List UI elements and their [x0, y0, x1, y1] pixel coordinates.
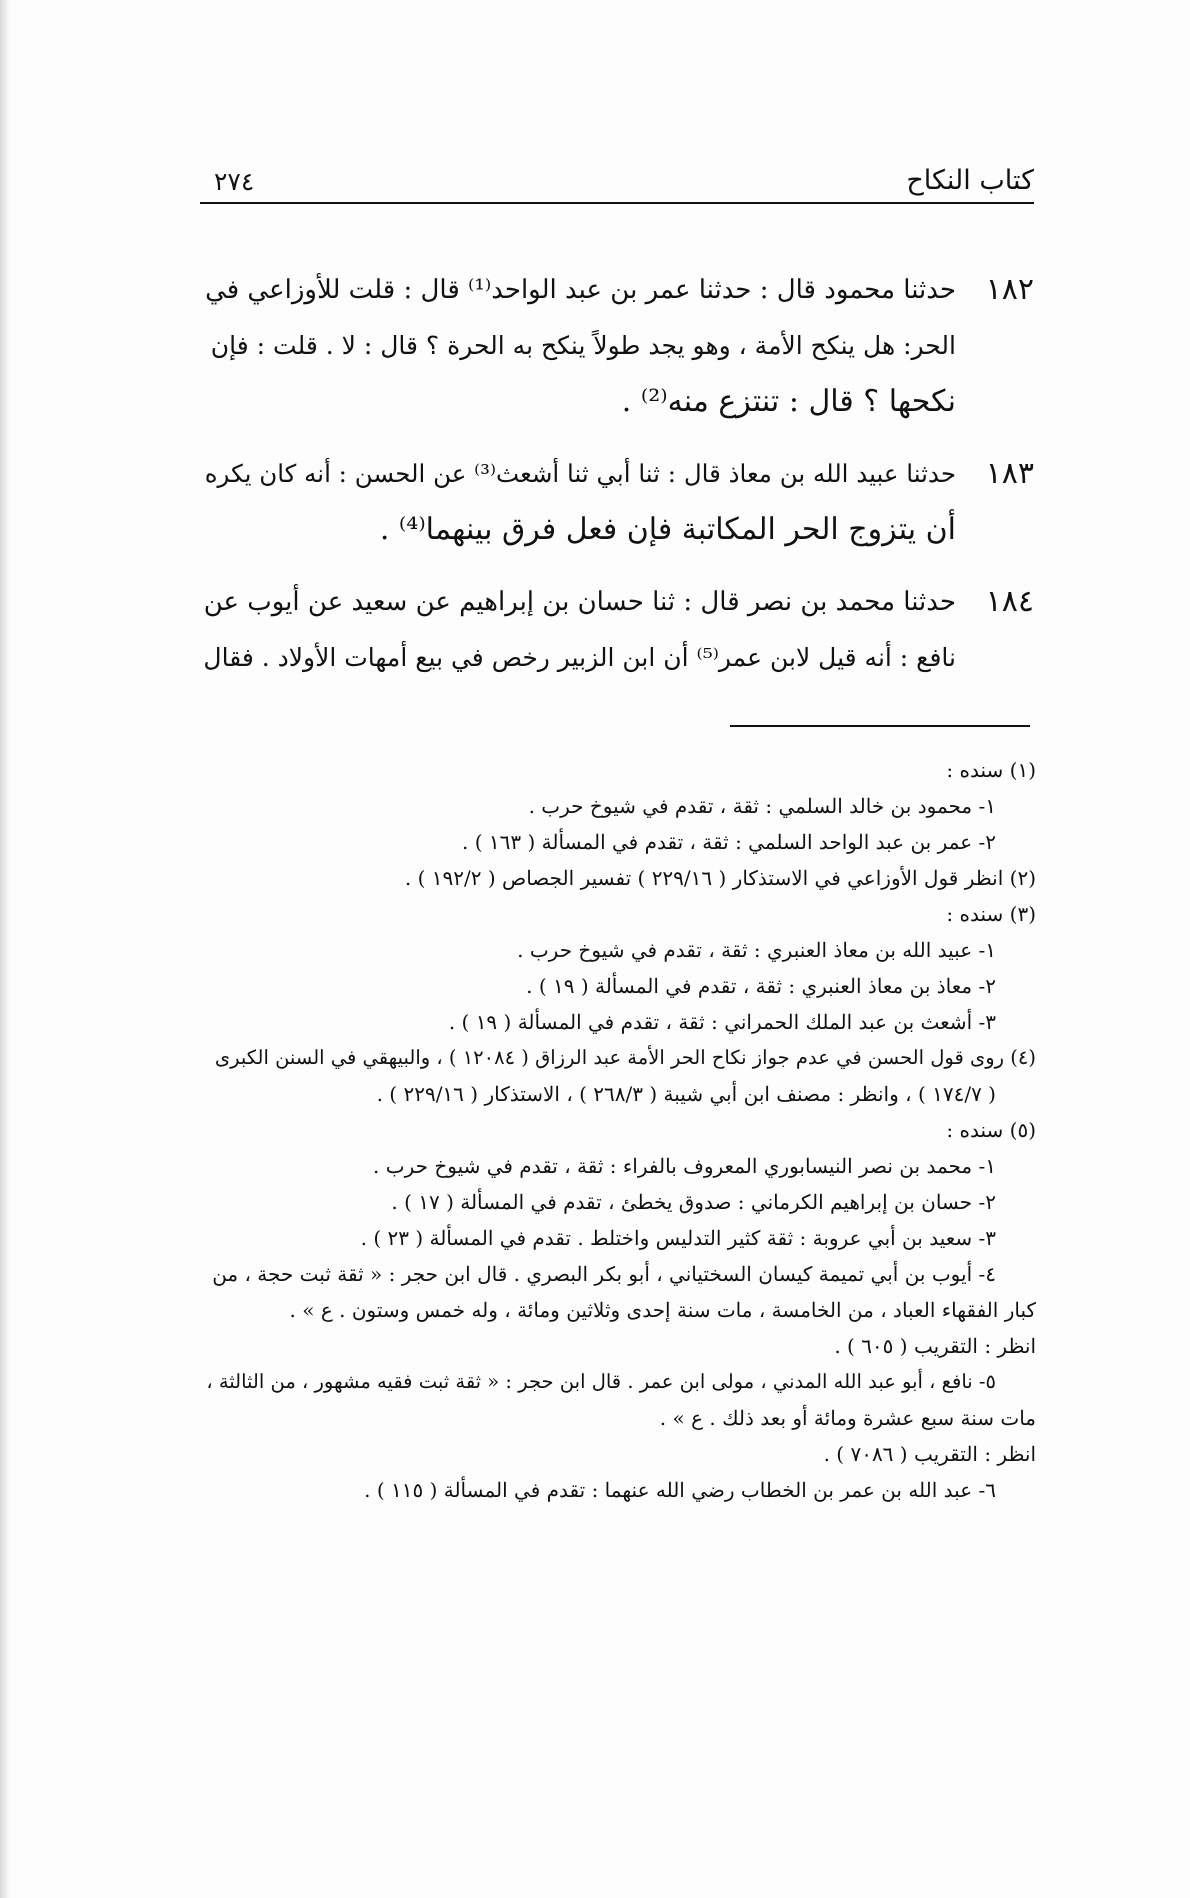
- footnote-line: ( ١٧٤/٧ ) ، وانظر : مصنف ابن أبي شيبة ( ٢٦٨/٣ ) ، الاستذكار ( ٢٢٩/١٦ ) .: [376, 1082, 996, 1106]
- footnote-line: ٣- أشعث بن عبد الملك الحمراني : ثقة ، تقدم في المسألة ( ١٩ ) .: [448, 1010, 996, 1034]
- footnote-line: ١- عبيد الله بن معاذ العنبري : ثقة ، تقدم في شيوخ حرب .: [517, 938, 996, 962]
- scan-edge-shadow: [0, 0, 10, 1898]
- entry-number: ١٨٤: [985, 584, 1034, 619]
- entry-line: حدثنا عبيد الله بن معاذ قال : ثنا أبي ثنا أشعث⁽³⁾ عن الحسن : أنه كان يكره: [204, 459, 956, 488]
- footnotes: [196, 752, 1036, 1508]
- entry-line: أن يتزوج الحر المكاتبة فإن فعل فرق بينهما⁽⁴⁾ .: [379, 512, 956, 547]
- footnote-separator: [730, 725, 1030, 727]
- footnote-line: ٣- سعيد بن أبي عروبة : ثقة كثير التدليس واختلط . تقدم في المسألة ( ٢٣ ) .: [360, 1226, 996, 1250]
- entry-184: [200, 574, 1034, 686]
- footnote-line: (١) سنده :: [946, 758, 1036, 782]
- footnote-line: انظر : التقريب ( ٧٠٨٦ ) .: [823, 1442, 1036, 1466]
- entry-number: ١٨٢: [985, 272, 1034, 307]
- main-text: [200, 262, 1034, 702]
- footnote-line: ٢- عمر بن عبد الواحد السلمي : ثقة ، تقدم في المسألة ( ١٦٣ ) .: [462, 830, 996, 854]
- footnote-line: ١- محمود بن خالد السلمي : ثقة ، تقدم في شيوخ حرب .: [528, 794, 996, 818]
- footnote-line: (٤) روى قول الحسن في عدم جواز نكاح الحر الأمة عبد الرزاق ( ١٢٠٨٤ ) ، والبيهقي في السنن الكبرى: [214, 1046, 1036, 1069]
- entry-line: نافع : أنه قيل لابن عمر⁽⁵⁾ أن ابن الزبير رخص في بيع أمهات الأولاد . فقال: [203, 643, 956, 672]
- footnote-line: ٦- عبد الله بن عمر بن الخطاب رضي الله عنهما : تقدم في المسألة ( ١١٥ ) .: [364, 1478, 996, 1502]
- page-number: ٢٧٤: [214, 167, 255, 196]
- footnote-line: ٥- نافع ، أبو عبد الله المدني ، مولى ابن عمر . قال ابن حجر : « ثقة ثبت فقيه مشهور ، من الثالثة ،: [206, 1370, 996, 1393]
- footnote-line: ٢- حسان بن إبراهيم الكرماني : صدوق يخطئ ، تقدم في المسألة ( ١٧ ) .: [391, 1190, 996, 1214]
- entry-line: نكحها ؟ قال : تنتزع منه⁽²⁾ .: [621, 384, 956, 419]
- entry-line: حدثنا محمود قال : حدثنا عمر بن عبد الواحد⁽¹⁾ قال : قلت للأوزاعي في: [205, 275, 956, 305]
- footnote-line: انظر : التقريب ( ٦٠٥ ) .: [834, 1334, 1036, 1358]
- footnote-line: ١- محمد بن نصر النيسابوري المعروف بالفراء : ثقة ، تقدم في شيوخ حرب .: [373, 1154, 996, 1178]
- footnote-line: ٤- أيوب بن أبي تميمة كيسان السختياني ، أبو بكر البصري . قال ابن حجر : « ثقة ثبت حجة ، من: [212, 1262, 996, 1286]
- footnote-line: كبار الفقهاء العباد ، من الخامسة ، مات سنة إحدى وثلاثين ومائة ، وله خمس وستون . ع » .: [289, 1298, 1036, 1322]
- entry-number: ١٨٣: [985, 456, 1034, 491]
- book-title: كتاب النكاح: [906, 165, 1034, 196]
- footnote-line: (٥) سنده :: [946, 1118, 1036, 1142]
- footnote-line: مات سنة سبع عشرة ومائة أو بعد ذلك . ع » .: [659, 1406, 1036, 1430]
- footnote-line: (٢) انظر قول الأوزاعي في الاستذكار ( ٢٢٩/١٦ ) تفسير الجصاص ( ١٩٢/٢ ) .: [404, 866, 1036, 890]
- entry-line: حدثنا محمد بن نصر قال : ثنا حسان بن إبراهيم عن سعيد عن أيوب عن: [203, 587, 956, 617]
- entry-183: [200, 446, 1034, 558]
- footnote-line: ٢- معاذ بن معاذ العنبري : ثقة ، تقدم في المسألة ( ١٩ ) .: [526, 974, 996, 998]
- footnote-line: (٣) سنده :: [946, 902, 1036, 926]
- entry-182: [200, 262, 1034, 430]
- entry-line: الحر: هل ينكح الأمة ، وهو يجد طولاً ينكح به الحرة ؟ قال : لا . قلت : فإن: [210, 331, 956, 360]
- page-header: [200, 158, 1034, 204]
